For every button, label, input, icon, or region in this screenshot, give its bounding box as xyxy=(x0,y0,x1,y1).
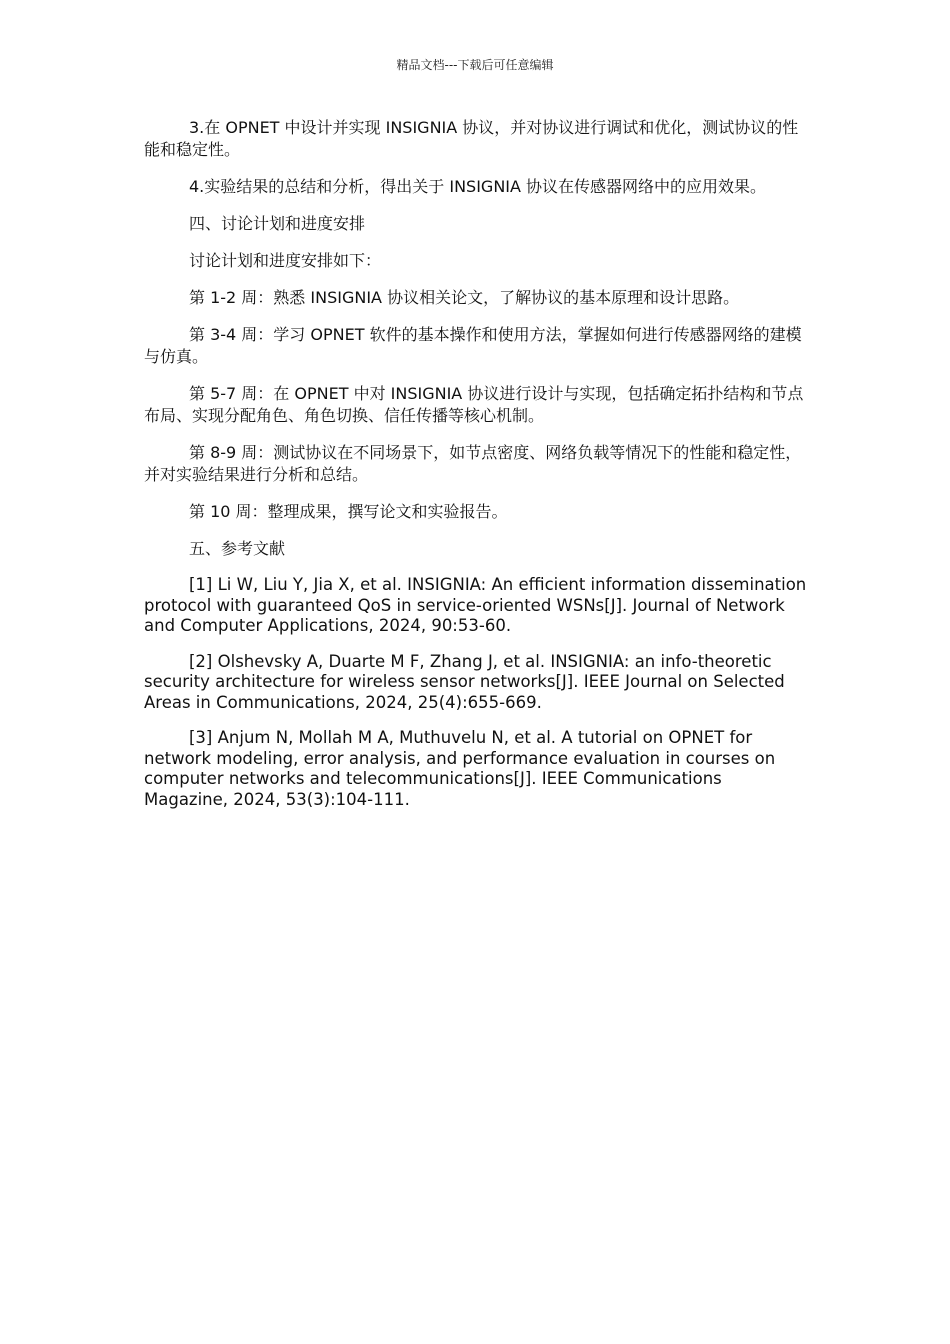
section-heading-references: 五、参考文献 xyxy=(189,539,286,558)
page-header: 精品文档---下载后可任意编辑 xyxy=(396,58,554,72)
reference-item-3: [3] Anjum N, Mollah M A, Muthuvelu N, et al. A tutorial on OPNET for network modeling, error analysis, and performance evaluation in courses on computer networks and telecommunications[J]. IEEE Communications Magazine, 2024, 53(3):104-111. xyxy=(144,728,776,809)
paragraph-step-3: 3.在 OPNET 中设计并实现 INSIGNIA 协议，并对协议进行调试和优化，测试协议的性能和稳定性。 xyxy=(144,118,799,159)
paragraph-week-8-9: 第 8-9 周：测试协议在不同场景下，如节点密度、网络负载等情况下的性能和稳定性，并对实验结果进行分析和总结。 xyxy=(144,443,802,484)
section-heading-schedule: 四、讨论计划和进度安排 xyxy=(189,214,366,233)
reference-item-2: [2] Olshevsky A, Duarte M F, Zhang J, et al. INSIGNIA: an info-theoretic security architecture for wireless sensor networks[J]. IEEE Journal on Selected Areas in Communications, 2024, 25(4):655-669. xyxy=(144,651,785,712)
reference-item-1: [1] Li W, Liu Y, Jia X, et al. INSIGNIA: An efficient information dissemination protocol with guaranteed QoS in service-oriented WSNs[J]. Journal of Network and Computer Applications, 2024, 90:53-60. xyxy=(144,575,807,635)
paragraph-week-3-4: 第 3-4 周：学习 OPNET 软件的基本操作和使用方法，掌握如何进行传感器网络的建模与仿真。 xyxy=(144,325,802,366)
paragraph-week-1-2: 第 1-2 周：熟悉 INSIGNIA 协议相关论文，了解协议的基本原理和设计思路。 xyxy=(189,288,740,307)
paragraph-step-4: 4.实验结果的总结和分析，得出关于 INSIGNIA 协议在传感器网络中的应用效果。 xyxy=(189,177,767,196)
document-body xyxy=(144,117,808,825)
paragraph-week-10: 第 10 周：整理成果，撰写论文和实验报告。 xyxy=(189,502,508,521)
paragraph-schedule-intro: 讨论计划和进度安排如下： xyxy=(189,251,382,270)
paragraph-week-5-7: 第 5-7 周：在 OPNET 中对 INSIGNIA 协议进行设计与实现，包括确定拓扑结构和节点布局、实现分配角色、角色切换、信任传播等核心机制。 xyxy=(144,384,804,425)
